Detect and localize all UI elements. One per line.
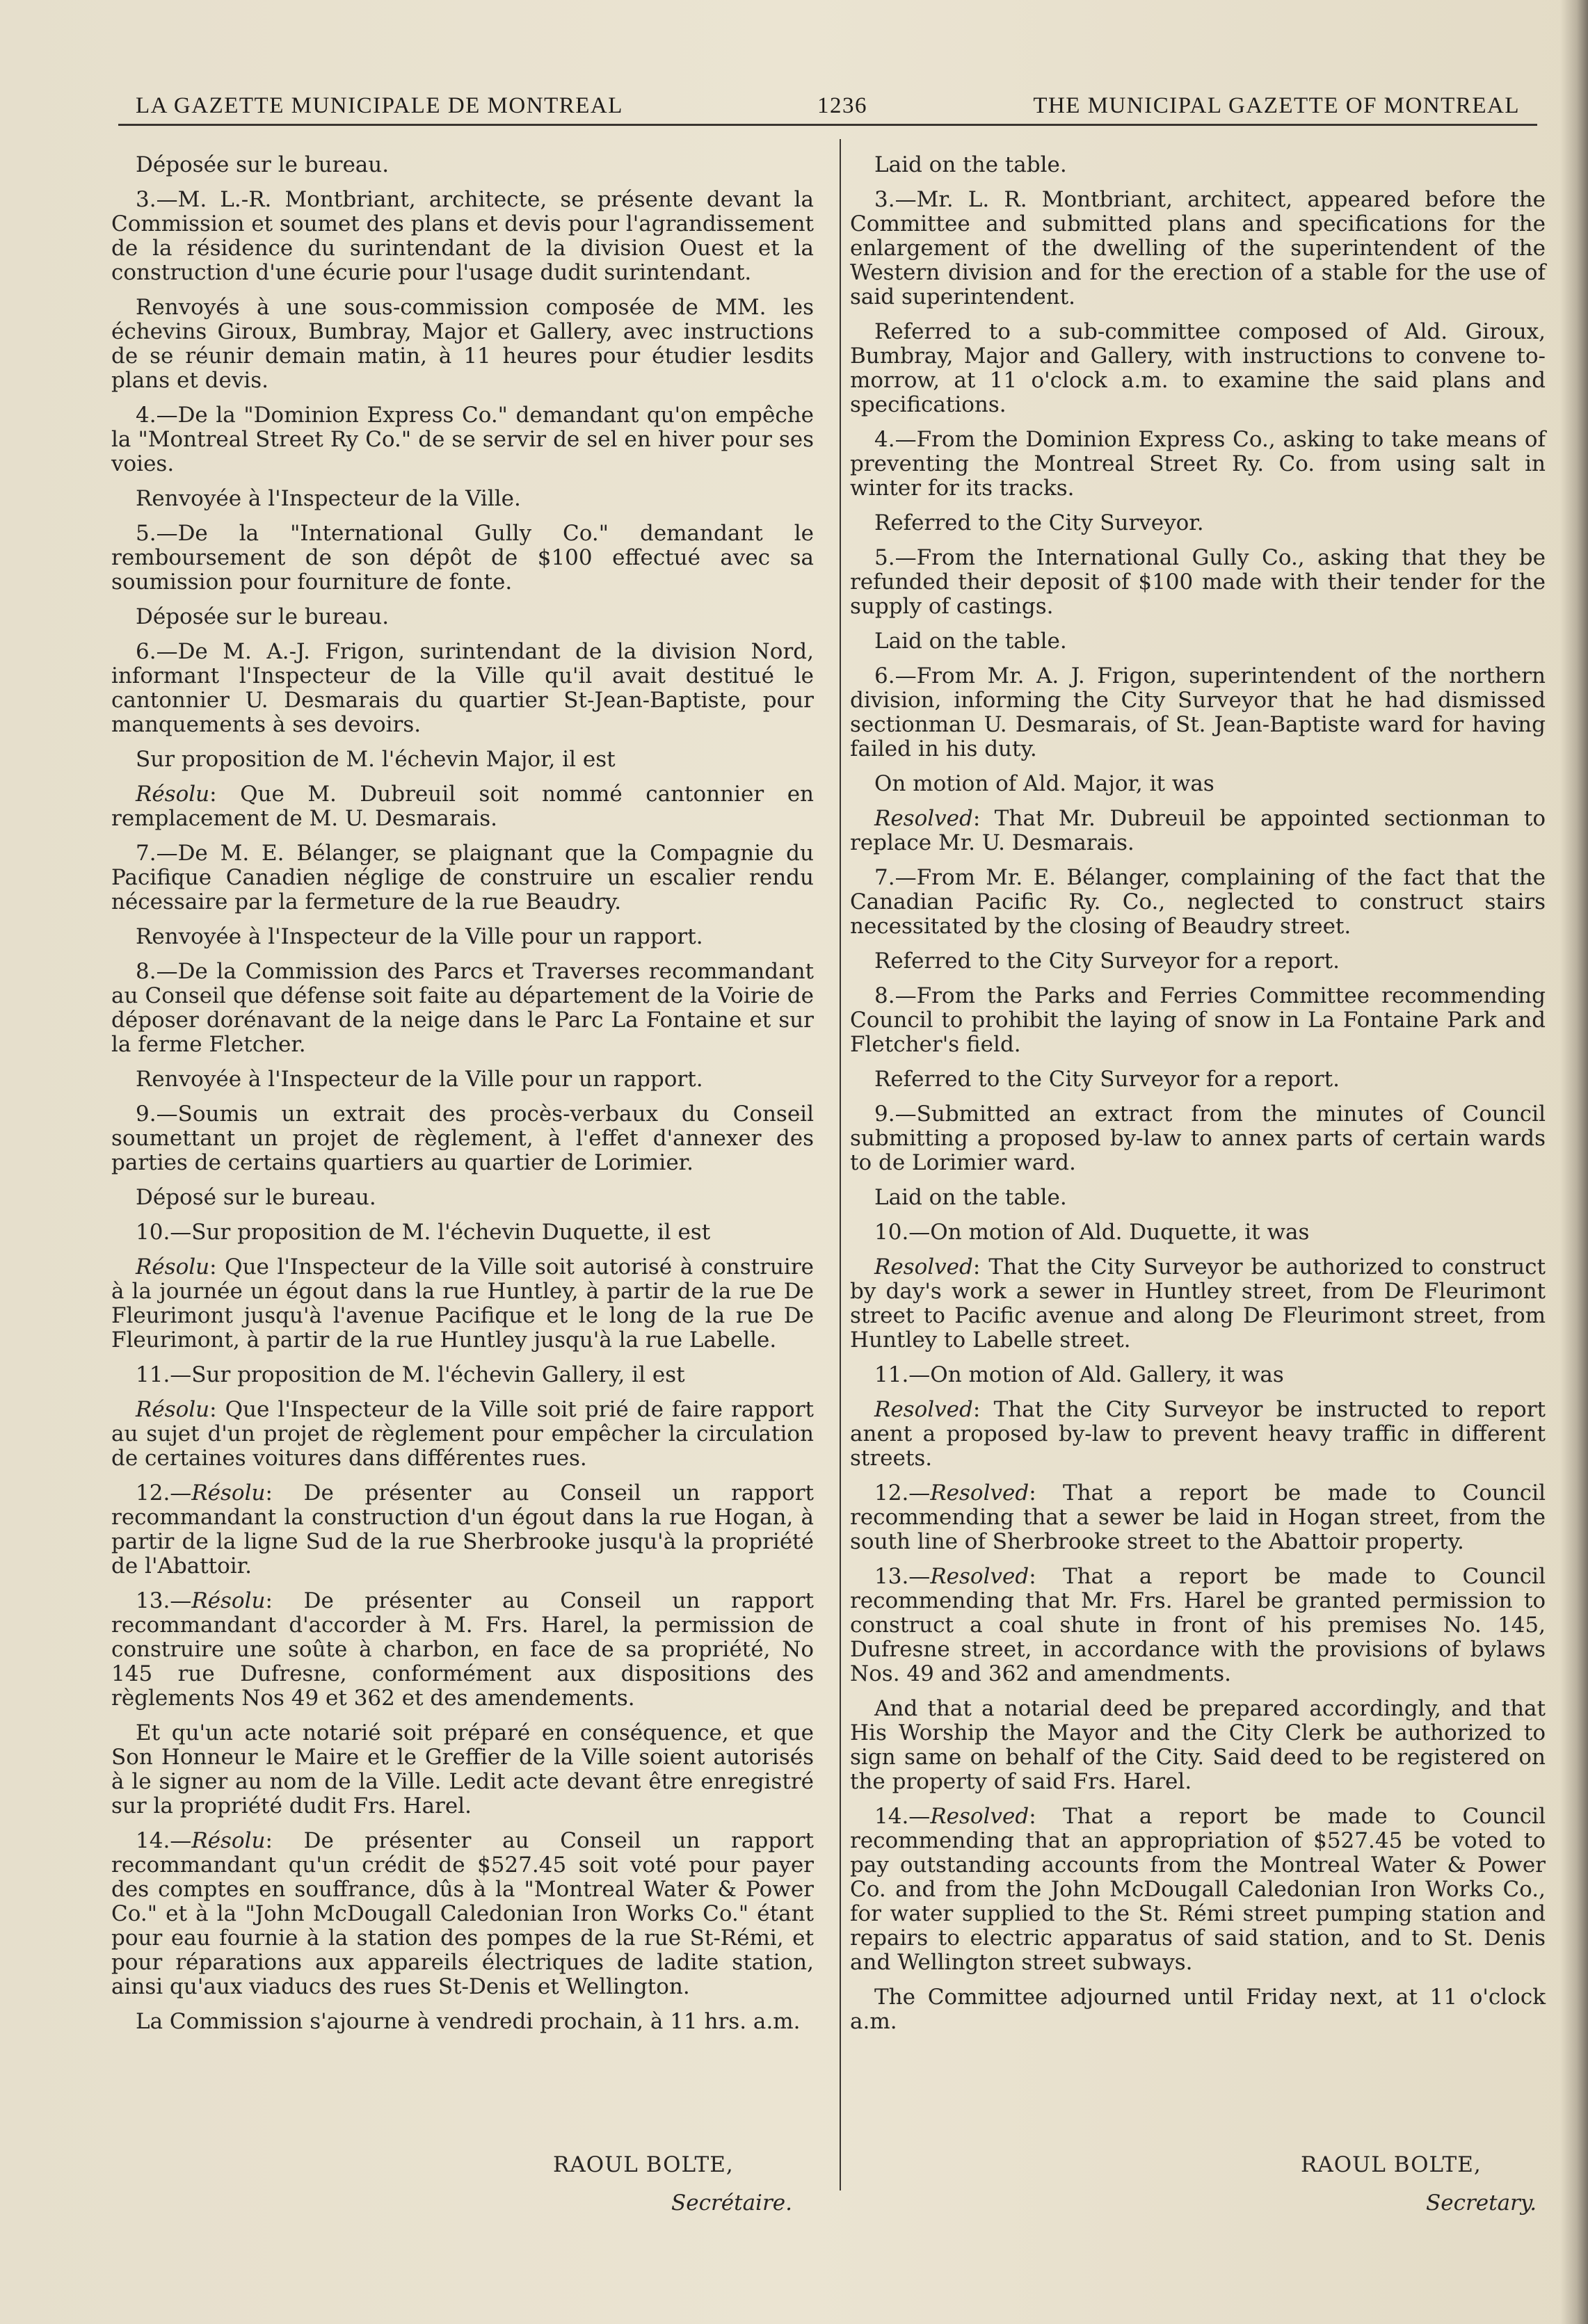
resolution-label: Résolu (191, 1588, 266, 1613)
en-paragraph: On motion of Ald. Major, it was (874, 771, 1214, 796)
fr-paragraph: Déposé sur le bureau. (136, 1185, 376, 1210)
resolution-label: Résolu (136, 782, 210, 807)
en-paragraph: 5.—From the International Gully Co., asking that they be refunded their deposit of $100 made with their tender for the supply of castings. (850, 545, 1546, 619)
en-signature-name: RAOUL BOLTE, (1301, 2152, 1482, 2177)
fr-paragraph: 14.—Résolu: De présenter au Conseil un rapport recommandant qu'un crédit de $527.45 soit voté pour payer des comptes en souffrance, dûs à la "Montreal Water & Power Co." et à la "John McDougall Caledonian Iron Works Co." étant pour eau fournie à la station des pompes de la rue St-Rémi, et pour réparations aux appareils électriques de ladite station, ainsi qu'aux viaducs des rues St-Denis et Wellington. (111, 1828, 814, 1999)
en-paragraph: 8.—From the Parks and Ferries Committee recommending Council to prohibit the laying of snow in La Fontaine Park and Fletcher's field. (850, 983, 1546, 1057)
fr-paragraph: Et qu'un acte notarié soit préparé en conséquence, et que Son Honneur le Maire et le Greffier de la Ville soient autorisés à le signer au nom de la Ville. Ledit acte devant être enregistré sur la propriété dudit Frs. Harel. (111, 1720, 814, 1818)
en-paragraph: Referred to a sub-committee composed of Ald. Giroux, Bumbray, Major and Gallery, with instructions to convene to-morrow, at 11 o'clock a.m. to examine the said plans and specifications. (850, 319, 1546, 417)
en-paragraph: 11.—On motion of Ald. Gallery, it was (874, 1362, 1284, 1387)
resolution-label: Résolu (136, 1397, 210, 1422)
en-paragraph: Resolved: That the City Surveyor be instructed to report anent a proposed by-law to prevent heavy traffic in different streets. (850, 1397, 1546, 1471)
fr-paragraph: 10.—Sur proposition de M. l'échevin Duquette, il est (136, 1220, 711, 1245)
fr-paragraph: Résolu: Que l'Inspecteur de la Ville soit prié de faire rapport au sujet d'un projet de règlement pour empêcher la circulation de certaines voitures dans différentes rues. (111, 1397, 814, 1471)
fr-signature-name: RAOUL BOLTE, (553, 2152, 734, 2177)
resolution-label: Resolved (930, 1804, 1029, 1829)
en-paragraph: 6.—From Mr. A. J. Frigon, superintendent of the northern division, informing the City Surveyor that he had dismissed sectionman U. Desmarais, of St. Jean-Baptiste ward for having failed in his duty. (850, 663, 1546, 761)
fr-paragraph: Sur proposition de M. l'échevin Major, il est (136, 747, 616, 772)
resolution-label: Resolved (874, 1254, 973, 1280)
column-divider (840, 139, 841, 2190)
en-paragraph: Laid on the table. (874, 152, 1067, 177)
header-english-title: THE MUNICIPAL GAZETTE OF MONTREAL (1033, 93, 1520, 118)
fr-paragraph: 5.—De la "International Gully Co." demandant le remboursement de son dépôt de $100 effectué avec sa soumission pour fourniture de fonte. (111, 521, 814, 595)
en-paragraph: 3.—Mr. L. R. Montbriant, architect, appeared before the Committee and submitted plans and specifications for the enlargement of the dwelling of the superintendent of the Western division and for the erection of a stable for the use of said superintendent. (850, 187, 1546, 309)
fr-paragraph: La Commission s'ajourne à vendredi prochain, à 11 hrs. a.m. (136, 2009, 801, 2034)
en-paragraph: Referred to the City Surveyor for a report. (874, 949, 1340, 974)
header-french-title: LA GAZETTE MUNICIPALE DE MONTREAL (136, 93, 623, 118)
english-column (850, 153, 1546, 2044)
fr-paragraph: Renvoyée à l'Inspecteur de la Ville pour un rapport. (136, 1067, 703, 1092)
en-paragraph: 10.—On motion of Ald. Duquette, it was (874, 1220, 1310, 1245)
french-column (111, 153, 814, 2044)
resolution-label: Resolved (874, 806, 973, 831)
fr-paragraph: Renvoyés à une sous-commission composée de MM. les échevins Giroux, Bumbray, Major et Gallery, avec instructions de se réunir demain matin, à 11 heures pour étudier lesdits plans et devis. (111, 295, 814, 393)
en-paragraph: Referred to the City Surveyor. (874, 510, 1204, 535)
fr-paragraph: 8.—De la Commission des Parcs et Traverses recommandant au Conseil que défense soit faite au département de la Voirie de déposer dorénavant de la neige dans le Parc La Fontaine et sur la ferme Fletcher. (111, 959, 814, 1057)
fr-paragraph: 4.—De la "Dominion Express Co." demandant qu'on empêche la "Montreal Street Ry Co." de se servir de sel en hiver pour ses voies. (111, 403, 814, 476)
fr-signature-title: Secrétaire. (671, 2190, 792, 2216)
fr-paragraph: 12.—Résolu: De présenter au Conseil un rapport recommandant la construction d'un égout dans la rue Hogan, à partir de la ligne Sud de la rue Sherbrooke jusqu'à la propriété de l'Abattoir. (111, 1480, 814, 1579)
en-paragraph: The Committee adjourned until Friday next, at 11 o'clock a.m. (850, 1985, 1546, 2034)
en-paragraph: 9.—Submitted an extract from the minutes of Council submitting a proposed by-law to annex parts of certain wards to de Lorimier ward. (850, 1102, 1546, 1175)
en-paragraph: 12.—Resolved: That a report be made to Council recommending that a sewer be laid in Hogan street, from the south line of Sherbrooke street to the Abattoir property. (850, 1480, 1546, 1554)
page-header (136, 89, 1520, 125)
en-signature-title: Secretary. (1426, 2190, 1537, 2216)
fr-paragraph: Renvoyée à l'Inspecteur de la Ville. (136, 486, 521, 511)
resolution-label: Resolved (930, 1480, 1029, 1506)
en-paragraph: 13.—Resolved: That a report be made to Council recommending that Mr. Frs. Harel be granted permission to construct a coal shute in front of his premises No. 145, Dufresne street, in accordance with the provisions of bylaws Nos. 49 and 362 and amendments. (850, 1564, 1546, 1686)
en-paragraph: 7.—From Mr. E. Bélanger, complaining of the fact that the Canadian Pacific Ry. Co., neglected to construct stairs necessitated by the closing of Beaudry street. (850, 865, 1546, 939)
fr-paragraph: 13.—Résolu: De présenter au Conseil un rapport recommandant d'accorder à M. Frs. Harel, la permission de construire une soûte à charbon, en face de sa propriété, No 145 rue Dufresne, conformément aux dispositions des règlements Nos 49 et 362 et des amendements. (111, 1588, 814, 1711)
en-paragraph: And that a notarial deed be prepared accordingly, and that His Worship the Mayor and the City Clerk be authorized to sign same on behalf of the City. Said deed to be registered on the property of said Frs. Harel. (850, 1696, 1546, 1794)
en-paragraph: 14.—Resolved: That a report be made to Council recommending that an appropriation of $527.45 be voted to pay outstanding accounts from the Montreal Water & Power Co. and from the John McDougall Caledonian Iron Works Co., for water supplied to the St. Rémi street pumping station and repairs to electric apparatus of said station, and to St. Denis and Wellington street subways. (850, 1804, 1546, 1975)
fr-paragraph: Déposée sur le bureau. (136, 152, 390, 177)
fr-paragraph: 3.—M. L.-R. Montbriant, architecte, se présente devant la Commission et soumet des plans et devis pour l'agrandissement de la résidence du surintendant de la division Ouest et la construction d'une écurie pour l'usage dudit surintendant. (111, 187, 814, 285)
fr-paragraph: 6.—De M. A.-J. Frigon, surintendant de la division Nord, informant l'Inspecteur de la Ville qu'il avait destitué le cantonnier U. Desmarais du quartier St-Jean-Baptiste, pour manquements à ses devoirs. (111, 639, 814, 737)
en-paragraph: Resolved: That the City Surveyor be authorized to construct by day's work a sewer in Huntley street, from De Fleurimont street to Pacific avenue and along De Fleurimont street, from Huntley to Labelle street. (850, 1254, 1546, 1353)
fr-paragraph: 9.—Soumis un extrait des procès-verbaux du Conseil soumettant un projet de règlement, à l'effet d'annexer des parties de certains quartiers au quartier de Lorimier. (111, 1102, 814, 1175)
en-paragraph: Referred to the City Surveyor for a report. (874, 1067, 1340, 1092)
en-paragraph: Laid on the table. (874, 629, 1067, 654)
en-paragraph: Laid on the table. (874, 1185, 1067, 1210)
resolution-label: Resolved (930, 1564, 1029, 1589)
en-paragraph: Resolved: That Mr. Dubreuil be appointed sectionman to replace Mr. U. Desmarais. (850, 806, 1546, 855)
en-paragraph: 4.—From the Dominion Express Co., asking to take means of preventing the Montreal Street Ry. Co. from using salt in winter for its tracks. (850, 427, 1546, 501)
fr-paragraph: Résolu: Que M. Dubreuil soit nommé cantonnier en remplacement de M. U. Desmarais. (111, 782, 814, 831)
resolution-label: Résolu (191, 1480, 266, 1506)
header-rule (118, 124, 1537, 126)
page-number: 1236 (817, 93, 867, 118)
fr-paragraph: Déposée sur le bureau. (136, 604, 390, 629)
fr-paragraph: Renvoyée à l'Inspecteur de la Ville pour un rapport. (136, 924, 703, 949)
resolution-label: Résolu (136, 1254, 210, 1280)
fr-paragraph: 11.—Sur proposition de M. l'échevin Gallery, il est (136, 1362, 685, 1387)
fr-paragraph: 7.—De M. E. Bélanger, se plaignant que la Compagnie du Pacifique Canadien néglige de construire un escalier rendu nécessaire par la fermeture de la rue Beaudry. (111, 841, 814, 914)
fr-paragraph: Résolu: Que l'Inspecteur de la Ville soit autorisé à construire à la journée un égout dans la rue Huntley, à partir de la rue De Fleurimont jusqu'à l'avenue Pacifique et le long de la rue De Fleurimont, à partir de la rue Huntley jusqu'à la rue Labelle. (111, 1254, 814, 1353)
resolution-label: Résolu (191, 1828, 266, 1853)
resolution-label: Resolved (874, 1397, 973, 1422)
page-spine-shadow (1560, 0, 1588, 2324)
